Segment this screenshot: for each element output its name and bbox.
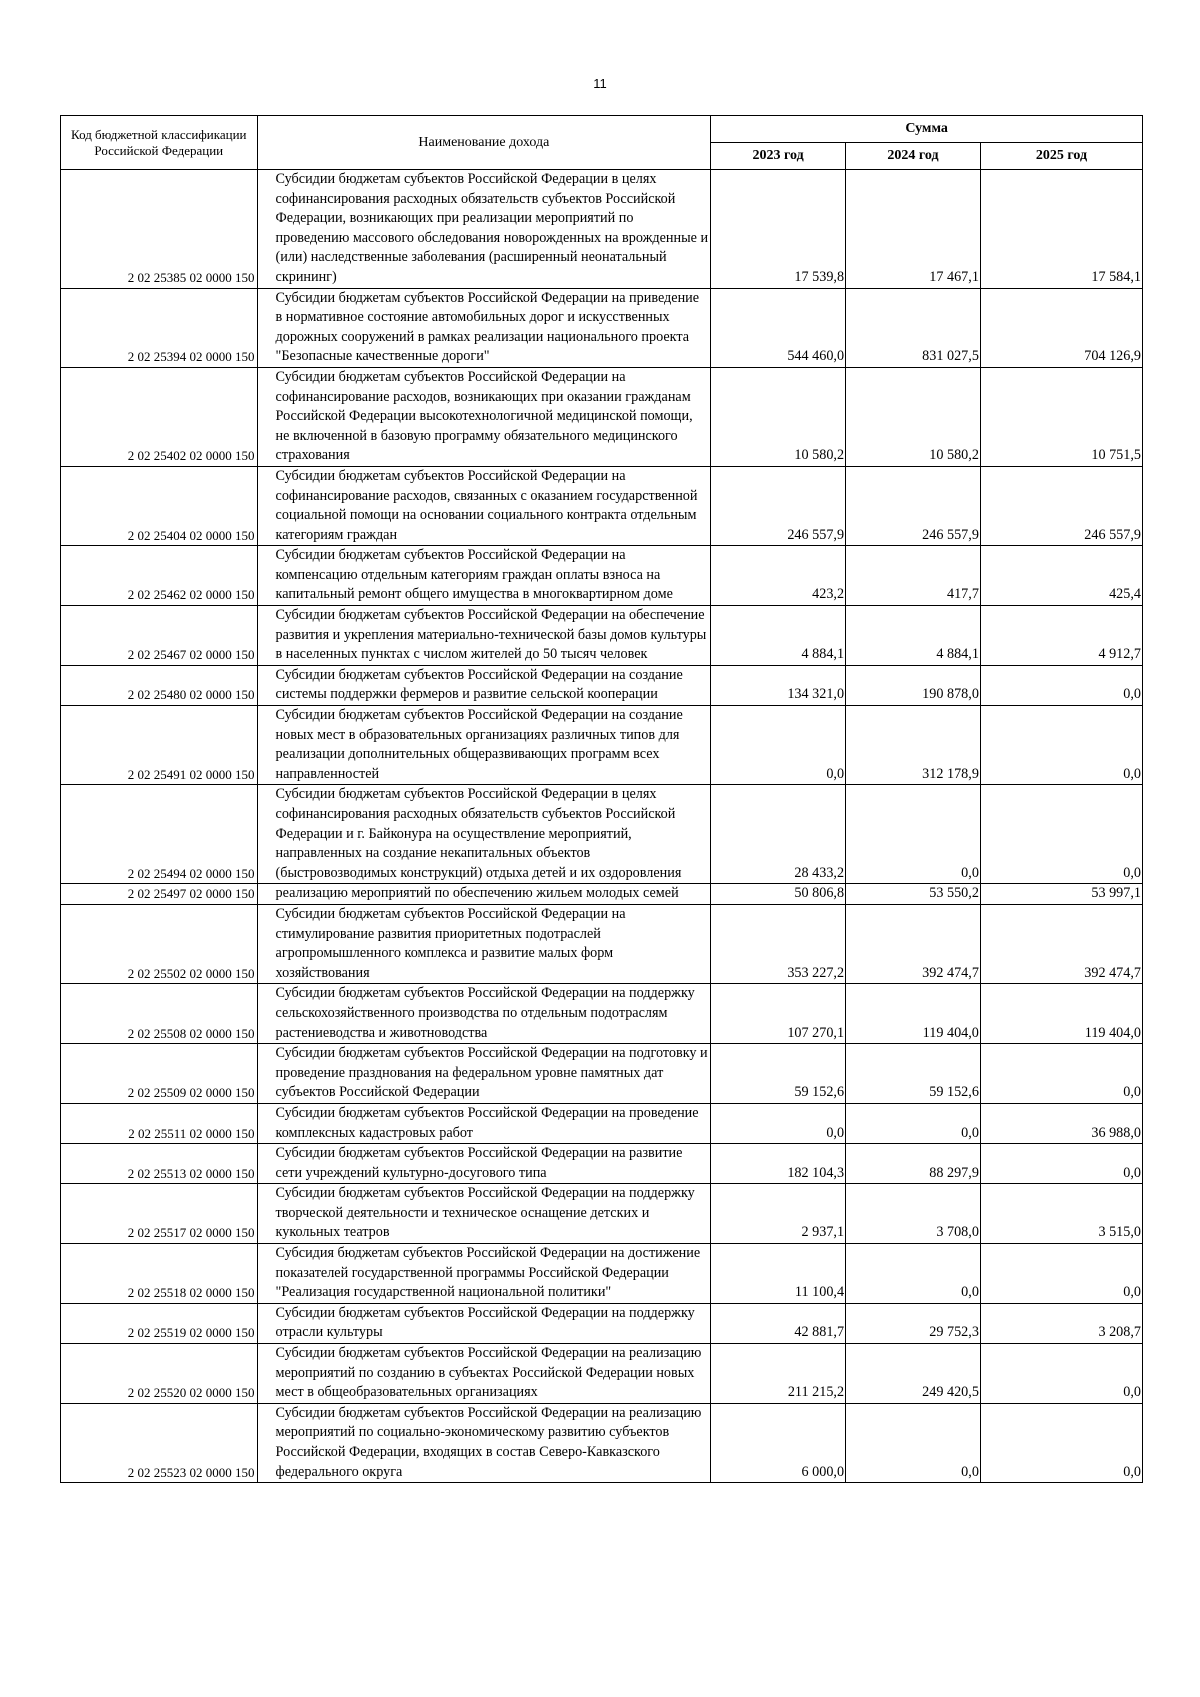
table-row <box>61 1303 1143 1343</box>
row-value-2023: 17 539,8 <box>711 170 846 289</box>
row-value-2024: 0,0 <box>846 1103 981 1143</box>
row-code: 2 02 25508 02 0000 150 <box>61 984 258 1044</box>
row-code: 2 02 25404 02 0000 150 <box>61 466 258 545</box>
row-value-2023: 0,0 <box>711 1103 846 1143</box>
row-code: 2 02 25513 02 0000 150 <box>61 1144 258 1184</box>
row-value-2023: 50 806,8 <box>711 884 846 905</box>
row-name: Субсидии бюджетам субъектов Российской Федерации на стимулирование развития приоритетных подотраслей агропромышленного комплекса и развитие малых форм хозяйствования <box>257 904 711 983</box>
row-value-2023: 423,2 <box>711 546 846 606</box>
row-name: Субсидии бюджетам субъектов Российской Федерации на проведение комплексных кадастровых работ <box>257 1103 711 1143</box>
row-value-2025: 53 997,1 <box>980 884 1142 905</box>
row-value-2023: 246 557,9 <box>711 466 846 545</box>
row-value-2023: 211 215,2 <box>711 1344 846 1404</box>
table-row <box>61 904 1143 983</box>
row-code: 2 02 25494 02 0000 150 <box>61 785 258 884</box>
row-value-2024: 59 152,6 <box>846 1044 981 1104</box>
row-name: Субсидии бюджетам субъектов Российской Федерации на поддержку отрасли культуры <box>257 1303 711 1343</box>
row-value-2024: 190 878,0 <box>846 665 981 705</box>
row-value-2024: 4 884,1 <box>846 606 981 666</box>
row-value-2025: 0,0 <box>980 665 1142 705</box>
row-code: 2 02 25462 02 0000 150 <box>61 546 258 606</box>
row-name: Субсидии бюджетам субъектов Российской Федерации на реализацию мероприятий по созданию в субъектах Российской Федерации новых мест в общеобразовательных организациях <box>257 1344 711 1404</box>
row-value-2023: 134 321,0 <box>711 665 846 705</box>
row-value-2024: 417,7 <box>846 546 981 606</box>
row-code: 2 02 25402 02 0000 150 <box>61 367 258 466</box>
row-value-2025: 0,0 <box>980 1403 1142 1482</box>
row-value-2024: 0,0 <box>846 785 981 884</box>
row-value-2025: 0,0 <box>980 1144 1142 1184</box>
row-code: 2 02 25497 02 0000 150 <box>61 884 258 905</box>
row-value-2025: 0,0 <box>980 706 1142 785</box>
table-row <box>61 546 1143 606</box>
row-value-2025: 0,0 <box>980 785 1142 884</box>
row-value-2024: 312 178,9 <box>846 706 981 785</box>
row-value-2024: 53 550,2 <box>846 884 981 905</box>
row-value-2024: 249 420,5 <box>846 1344 981 1404</box>
row-value-2025: 0,0 <box>980 1244 1142 1304</box>
row-code: 2 02 25394 02 0000 150 <box>61 288 258 367</box>
row-code: 2 02 25480 02 0000 150 <box>61 665 258 705</box>
row-name: реализацию мероприятий по обеспечению жильем молодых семей <box>257 884 711 905</box>
row-value-2025: 3 515,0 <box>980 1184 1142 1244</box>
row-name: Субсидии бюджетам субъектов Российской Федерации на создание системы поддержки фермеров и развитие сельской кооперации <box>257 665 711 705</box>
row-value-2023: 11 100,4 <box>711 1244 846 1304</box>
row-value-2023: 182 104,3 <box>711 1144 846 1184</box>
row-name: Субсидии бюджетам субъектов Российской Федерации на развитие сети учреждений культурно-досугового типа <box>257 1144 711 1184</box>
header-name: Наименование дохода <box>257 116 711 170</box>
table-row <box>61 1244 1143 1304</box>
row-name: Субсидии бюджетам субъектов Российской Федерации на приведение в нормативное состояние автомобильных дорог и искусственных дорожных сооружений в рамках реализации национального проекта "Безопасные качественные дороги" <box>257 288 711 367</box>
header-code: Код бюджетной классификации Российской Федерации <box>61 116 258 170</box>
table-row <box>61 1344 1143 1404</box>
row-value-2023: 10 580,2 <box>711 367 846 466</box>
row-name: Субсидия бюджетам субъектов Российской Федерации на достижение показателей государственной программы Российской Федерации "Реализация государственной национальной политики" <box>257 1244 711 1304</box>
row-value-2025: 425,4 <box>980 546 1142 606</box>
row-code: 2 02 25502 02 0000 150 <box>61 904 258 983</box>
row-value-2024: 0,0 <box>846 1403 981 1482</box>
row-code: 2 02 25491 02 0000 150 <box>61 706 258 785</box>
row-value-2023: 6 000,0 <box>711 1403 846 1482</box>
row-value-2025: 10 751,5 <box>980 367 1142 466</box>
row-value-2024: 17 467,1 <box>846 170 981 289</box>
row-value-2024: 831 027,5 <box>846 288 981 367</box>
table-row <box>61 1044 1143 1104</box>
row-code: 2 02 25519 02 0000 150 <box>61 1303 258 1343</box>
row-code: 2 02 25517 02 0000 150 <box>61 1184 258 1244</box>
row-name: Субсидии бюджетам субъектов Российской Федерации на поддержку сельскохозяйственного производства по отдельным подотраслям растениеводства и животноводства <box>257 984 711 1044</box>
table-row <box>61 1144 1143 1184</box>
row-value-2023: 42 881,7 <box>711 1303 846 1343</box>
row-value-2023: 28 433,2 <box>711 785 846 884</box>
row-value-2025: 4 912,7 <box>980 606 1142 666</box>
row-name: Субсидии бюджетам субъектов Российской Федерации в целях софинансирования расходных обязательств субъектов Российской Федерации и г. Байконура на осуществление мероприятий, направленных на создание некапитальных объектов (быстровозводимых конструкций) отдыха детей и их оздоровления <box>257 785 711 884</box>
row-value-2024: 392 474,7 <box>846 904 981 983</box>
row-value-2023: 4 884,1 <box>711 606 846 666</box>
row-value-2025: 0,0 <box>980 1344 1142 1404</box>
header-year-2024: 2024 год <box>846 143 981 170</box>
row-code: 2 02 25385 02 0000 150 <box>61 170 258 289</box>
row-value-2025: 392 474,7 <box>980 904 1142 983</box>
row-name: Субсидии бюджетам субъектов Российской Федерации на софинансирование расходов, возникающих при оказании гражданам Российской Федерации высокотехнологичной медицинской помощи, не включенной в базовую программу обязательного медицинского страхования <box>257 367 711 466</box>
row-value-2025: 36 988,0 <box>980 1103 1142 1143</box>
row-name: Субсидии бюджетам субъектов Российской Федерации на обеспечение развития и укрепления материально-технической базы домов культуры в населенных пунктах с числом жителей до 50 тысяч человек <box>257 606 711 666</box>
row-value-2025: 17 584,1 <box>980 170 1142 289</box>
row-value-2025: 0,0 <box>980 1044 1142 1104</box>
row-code: 2 02 25467 02 0000 150 <box>61 606 258 666</box>
table-row <box>61 785 1143 884</box>
row-value-2023: 353 227,2 <box>711 904 846 983</box>
table-row <box>61 1403 1143 1482</box>
table-row <box>61 466 1143 545</box>
row-value-2023: 107 270,1 <box>711 984 846 1044</box>
header-year-2025: 2025 год <box>980 143 1142 170</box>
row-value-2025: 704 126,9 <box>980 288 1142 367</box>
header-year-2023: 2023 год <box>711 143 846 170</box>
row-value-2023: 544 460,0 <box>711 288 846 367</box>
table-row <box>61 884 1143 905</box>
row-value-2025: 3 208,7 <box>980 1303 1142 1343</box>
row-value-2024: 246 557,9 <box>846 466 981 545</box>
row-code: 2 02 25523 02 0000 150 <box>61 1403 258 1482</box>
table-row <box>61 984 1143 1044</box>
table-row <box>61 665 1143 705</box>
row-code: 2 02 25511 02 0000 150 <box>61 1103 258 1143</box>
row-name: Субсидии бюджетам субъектов Российской Федерации на поддержку творческой деятельности и техническое оснащение детских и кукольных театров <box>257 1184 711 1244</box>
row-name: Субсидии бюджетам субъектов Российской Федерации в целях софинансирования расходных обязательств субъектов Российской Федерации, возникающих при реализации мероприятий по проведению массового обследования новорожденных на врожденные и (или) наследственные заболевания (расширенный неонатальный скрининг) <box>257 170 711 289</box>
row-value-2024: 10 580,2 <box>846 367 981 466</box>
table-row <box>61 606 1143 666</box>
row-code: 2 02 25509 02 0000 150 <box>61 1044 258 1104</box>
row-code: 2 02 25518 02 0000 150 <box>61 1244 258 1304</box>
row-value-2025: 246 557,9 <box>980 466 1142 545</box>
row-name: Субсидии бюджетам субъектов Российской Федерации на подготовку и проведение празднования на федеральном уровне памятных дат субъектов Российской Федерации <box>257 1044 711 1104</box>
table-row <box>61 1103 1143 1143</box>
row-name: Субсидии бюджетам субъектов Российской Федерации на компенсацию отдельным категориям граждан оплаты взноса на капитальный ремонт общего имущества в многоквартирном доме <box>257 546 711 606</box>
row-name: Субсидии бюджетам субъектов Российской Федерации на создание новых мест в образовательных организациях различных типов для реализации дополнительных общеразвивающих программ всех направленностей <box>257 706 711 785</box>
header-sum: Сумма <box>711 116 1143 143</box>
row-value-2024: 88 297,9 <box>846 1144 981 1184</box>
row-value-2024: 0,0 <box>846 1244 981 1304</box>
table-row <box>61 288 1143 367</box>
revenue-table <box>60 115 1143 1483</box>
table-row <box>61 367 1143 466</box>
row-value-2023: 0,0 <box>711 706 846 785</box>
page-number: 11 <box>593 76 607 91</box>
table-row <box>61 706 1143 785</box>
row-name: Субсидии бюджетам субъектов Российской Федерации на реализацию мероприятий по социально-экономическому развитию субъектов Российской Федерации, входящих в состав Северо-Кавказского федерального округа <box>257 1403 711 1482</box>
row-value-2024: 3 708,0 <box>846 1184 981 1244</box>
row-value-2023: 59 152,6 <box>711 1044 846 1104</box>
row-value-2023: 2 937,1 <box>711 1184 846 1244</box>
row-name: Субсидии бюджетам субъектов Российской Федерации на софинансирование расходов, связанных с оказанием государственной социальной помощи на основании социального контракта отдельным категориям граждан <box>257 466 711 545</box>
table-row <box>61 1184 1143 1244</box>
row-code: 2 02 25520 02 0000 150 <box>61 1344 258 1404</box>
row-value-2025: 119 404,0 <box>980 984 1142 1044</box>
row-value-2024: 119 404,0 <box>846 984 981 1044</box>
row-value-2024: 29 752,3 <box>846 1303 981 1343</box>
table-row <box>61 170 1143 289</box>
